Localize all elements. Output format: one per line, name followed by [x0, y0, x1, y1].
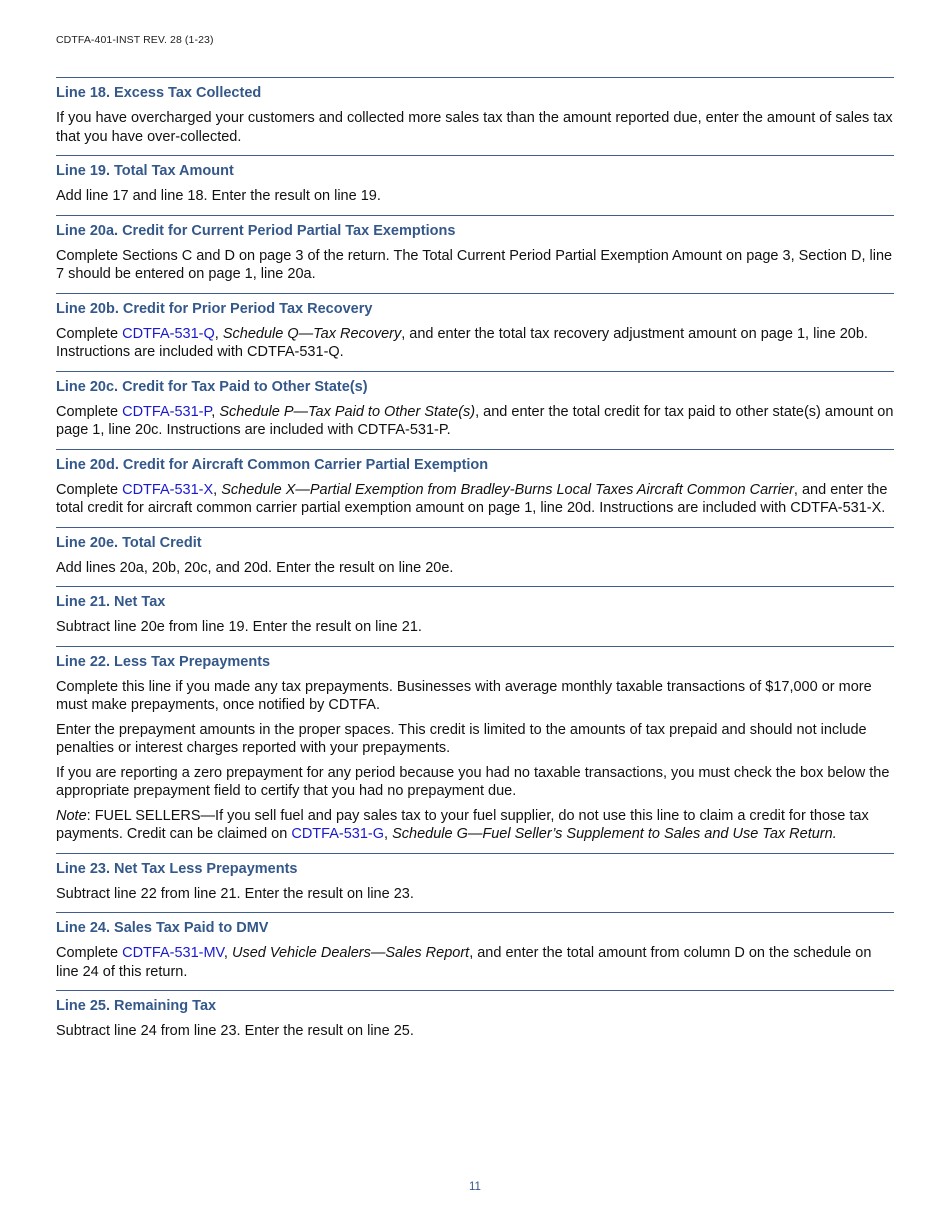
section-heading: Line 25. Remaining Tax: [56, 998, 217, 1014]
fuel-sellers-note: [56, 807, 894, 844]
text-run: Complete: [56, 403, 123, 420]
section-line-23: [56, 853, 894, 913]
text-run: Complete: [56, 945, 123, 961]
section-line-18: [56, 77, 894, 155]
section-heading: Line 24. Sales Tax Paid to DMV: [56, 920, 269, 936]
section-text: Add lines 20a, 20b, 20c, and 20d. Enter the result on line 20e.: [56, 559, 454, 576]
text-run: ,: [214, 325, 223, 342]
cdtfa-531-mv-link[interactable]: CDTFA-531-MV: [122, 945, 224, 961]
section-line-20d: [56, 449, 894, 527]
text-run: Complete: [56, 481, 123, 498]
text-run: , and enter the total amount from column D on the schedule on line 24 of this return.: [56, 945, 872, 980]
text-run: , and enter the total credit for aircraft common carrier partial exemption amount on page 1, line 20d. Instructions are included with CDTFA-531-X.: [56, 481, 888, 516]
cdtfa-531-x-link[interactable]: CDTFA-531-X: [122, 481, 214, 498]
section-line-25: [56, 990, 894, 1050]
note-label: Note: [56, 807, 87, 824]
page-number: 11: [469, 1181, 481, 1193]
text-run: ,: [213, 481, 222, 498]
schedule-title: Schedule P—Tax Paid to Other State(s): [219, 403, 476, 420]
section-line-20c: [56, 371, 894, 449]
section-text: [56, 944, 894, 981]
section-text: Subtract line 22 from line 21. Enter the result on line 23.: [56, 885, 414, 902]
section-text: If you are reporting a zero prepayment for any period because you had no taxable transactions, you must check the box below the appropriate prepayment field to certify that you had no prepayment due.: [56, 764, 890, 799]
section-line-20b: [56, 293, 894, 371]
section-heading: Line 23. Net Tax Less Prepayments: [56, 860, 298, 877]
section-line-24: [56, 912, 894, 990]
text-run: ,: [223, 945, 232, 961]
section-text: Enter the prepayment amounts in the proper spaces. This credit is limited to the amounts of tax prepaid and should not include penalties or interest charges reported with your prepayments.: [56, 721, 867, 756]
section-heading: Line 22. Less Tax Prepayments: [56, 653, 271, 670]
section-heading: Line 20b. Credit for Prior Period Tax Recovery: [56, 300, 373, 317]
section-text: [56, 481, 894, 518]
instructions-body: [56, 77, 894, 1050]
section-heading: Line 20e. Total Credit: [56, 534, 202, 551]
section-text: Subtract line 24 from line 23. Enter the result on line 25.: [56, 1023, 414, 1039]
schedule-title: Schedule Q—Tax Recovery: [222, 325, 402, 342]
section-line-22: [56, 646, 894, 853]
section-text: Complete this line if you made any tax prepayments. Businesses with average monthly taxable transactions of $17,000 or more must make prepayments, once notified by CDTFA.: [56, 678, 872, 713]
section-heading: Line 19. Total Tax Amount: [56, 163, 234, 179]
section-text: [56, 325, 894, 362]
text-run: ,: [211, 403, 220, 420]
text-run: ,: [384, 826, 393, 842]
text-run: , and enter the total credit for tax paid to other state(s) amount on page 1, line 20c. Instructions are included with CDTFA-531-P.: [56, 403, 894, 438]
form-id-header: CDTFA-401-INST REV. 28 (1-23): [56, 34, 214, 46]
section-text: If you have overcharged your customers and collected more sales tax than the amount reported due, enter the amount of sales tax that you have over-collected.: [56, 110, 893, 145]
section-text: Complete Sections C and D on page 3 of the return. The Total Current Period Partial Exemption Amount on page 3, Section D, line 7 should be entered on page 1, line 20a.: [56, 247, 893, 282]
cdtfa-531-q-link[interactable]: CDTFA-531-Q: [122, 325, 215, 342]
schedule-title: Used Vehicle Dealers—Sales Report: [231, 945, 470, 961]
section-line-21: [56, 586, 894, 646]
section-text: Add line 17 and line 18. Enter the result on line 19.: [56, 188, 381, 204]
section-heading: Line 18. Excess Tax Collected: [56, 85, 262, 101]
section-heading: Line 20c. Credit for Tax Paid to Other State(s): [56, 378, 368, 395]
text-run: Complete: [56, 325, 123, 342]
cdtfa-531-p-link[interactable]: CDTFA-531-P: [122, 403, 212, 420]
section-line-19: [56, 155, 894, 215]
section-line-20a: [56, 215, 894, 293]
text-run: : FUEL SELLERS—If you sell fuel and pay sales tax to your fuel supplier, do not use this line to claim a credit for those tax payments. Credit can be claimed on: [56, 807, 869, 842]
section-heading: Line 21. Net Tax: [56, 594, 166, 610]
section-heading: Line 20d. Credit for Aircraft Common Carrier Partial Exemption: [56, 456, 489, 473]
section-text: Subtract line 20e from line 19. Enter the result on line 21.: [56, 619, 422, 635]
cdtfa-531-g-link[interactable]: CDTFA-531-G: [291, 826, 385, 842]
section-text: [56, 403, 894, 440]
section-heading: Line 20a. Credit for Current Period Partial Tax Exemptions: [56, 222, 456, 239]
text-run: , and enter the total tax recovery adjustment amount on page 1, line 20b. Instructions are included with CDTFA-531-Q.: [56, 325, 868, 360]
section-line-20e: [56, 527, 894, 587]
schedule-title: Schedule X—Partial Exemption from Bradley-Burns Local Taxes Aircraft Common Carrier: [221, 481, 794, 498]
schedule-title: Schedule G—Fuel Seller’s Supplement to Sales and Use Tax Return.: [392, 826, 837, 842]
